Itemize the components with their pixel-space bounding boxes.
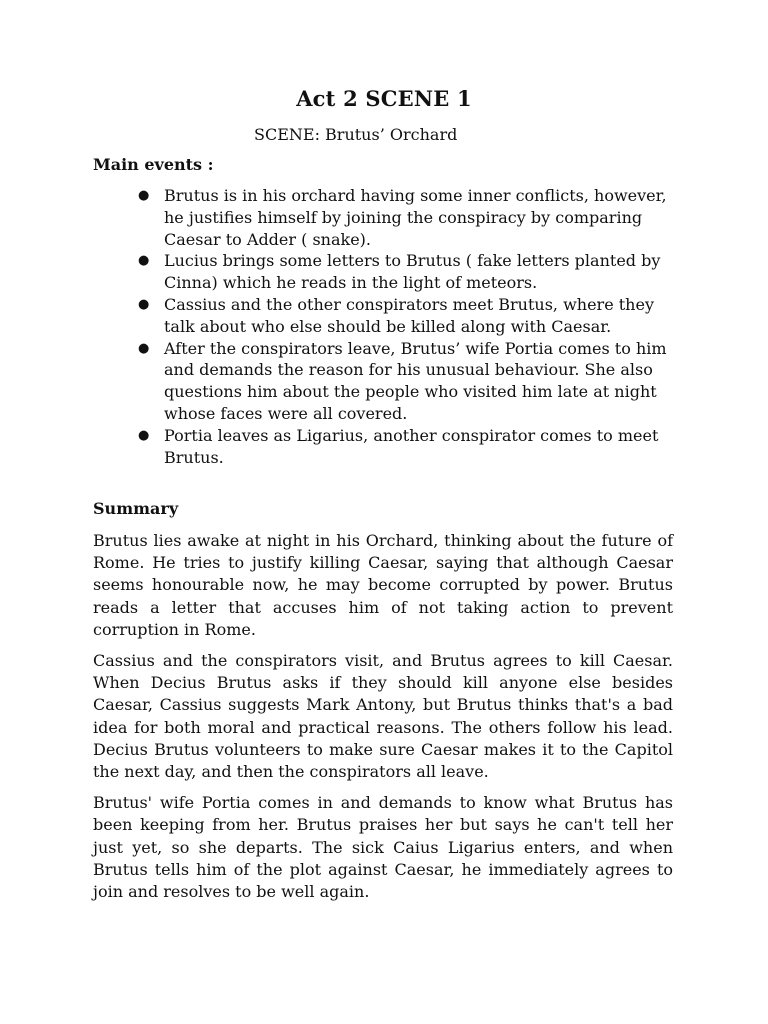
event-text: Lucius brings some letters to Brutus ( fake letters planted by Cinna) which he reads in the light of meteors.: [164, 251, 661, 293]
summary-paragraph: Cassius and the conspirators visit, and Brutus agrees to kill Caesar. When Decius Brutus asks if they should kill anyone else besides Caesar, Cassius suggests Mark Antony, but Brutus thinks that's a bad idea for both moral and practical reasons. The others follow his lead. Decius Brutus volunteers to make sure Caesar makes it to the Capitol the next day, and then the conspirators all leave.: [93, 651, 673, 782]
bullet-icon: ●: [138, 188, 150, 203]
summary-section: [93, 530, 673, 912]
page-title: Act 2 SCENE 1: [296, 86, 472, 111]
main-events-heading: Main events :: [93, 155, 214, 174]
list-item: [138, 338, 678, 425]
event-text: Portia leaves as Ligarius, another conspirator comes to meet Brutus.: [164, 425, 659, 467]
bullet-icon: ●: [138, 427, 150, 443]
scene-subtitle: SCENE: Brutus’ Orchard: [254, 125, 458, 144]
summary-paragraph: Brutus' wife Portia comes in and demands to know what Brutus has been keeping from her. Brutus praises her but says he can't tell her just yet, so she departs. The sick Caius Ligarius enters, and when Brutus tells him of the plot against Caesar, he immediately agrees to join and resolves to be well again.: [93, 793, 673, 902]
event-text: Brutus is in his orchard having some inner conflicts, however, he justifies himself by joining the conspiracy by comparing Caesar to Adder ( snake).: [164, 186, 667, 249]
summary-heading: Summary: [93, 499, 179, 518]
list-item: [138, 425, 678, 469]
list-item: [138, 294, 678, 338]
event-text: After the conspirators leave, Brutus’ wife Portia comes to him and demands the reason for his unusual behaviour. She also questions him about the people who visited him late at night whose faces were all covered.: [164, 338, 667, 423]
list-item: [138, 185, 678, 250]
list-item: [138, 250, 678, 294]
main-events-list: [138, 185, 678, 468]
event-text: Cassius and the other conspirators meet Brutus, where they talk about who else should be killed along with Caesar.: [164, 294, 654, 336]
summary-paragraph: Brutus lies awake at night in his Orchard, thinking about the future of Rome. He tries to justify killing Caesar, saying that although Caesar seems honourable now, he may become corrupted by power. Brutus reads a letter that accuses him of not taking action to prevent corruption in Rome.: [93, 531, 673, 639]
bullet-icon: ●: [138, 296, 150, 312]
bullet-icon: ●: [138, 253, 150, 269]
bullet-icon: ●: [138, 340, 150, 356]
